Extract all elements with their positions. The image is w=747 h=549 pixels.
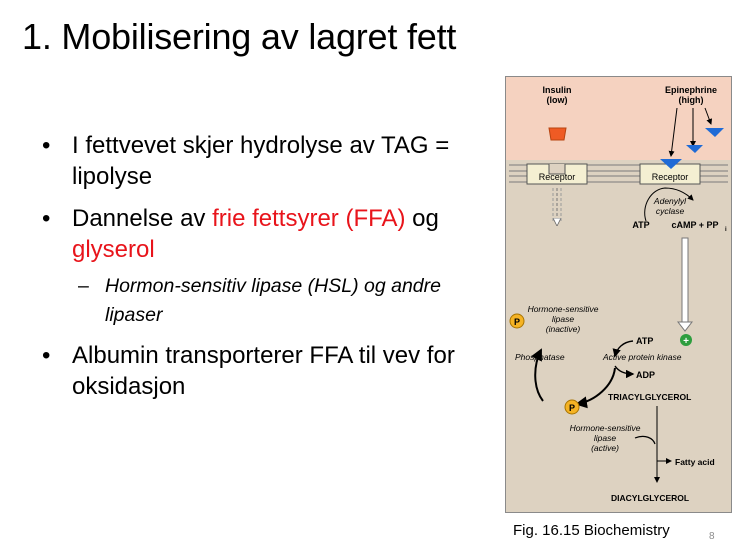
cyclase-label: cyclase [655,206,685,216]
hsl-inactive-label-3: (inactive) [545,324,581,334]
bullet-text: Dannelse av [72,205,213,232]
hsl-inactive-label-1: Hormone-sensitive [527,304,599,314]
slide-title: 1. Mobilisering av lagret fett [22,16,457,57]
diacylglycerol-label: DIACYLGLYCEROL [611,493,690,503]
phosphate-label: P [513,317,521,327]
atp-top-label: ATP [632,220,650,230]
triacylglycerol-label: TRIACYLGLYCEROL [608,392,692,402]
insulin-state: (low) [546,95,568,105]
camp-signal-arrow [682,238,688,322]
bullet-text: og [405,205,439,232]
atp-mid-label: ATP [636,336,654,346]
sub-bullet-dash: – [78,275,89,297]
epinephrine-label: Epinephrine [664,85,718,95]
adenylyl-label: Adenylyl [653,196,687,206]
figure-caption: Fig. 16.15 Biochemistry [513,522,670,539]
camp-subscript: i [725,227,727,233]
adp-label: ADP [636,370,656,380]
phosphate-label: P [568,403,576,413]
hsl-active-label-3: (active) [591,443,619,453]
hsl-active-label-2: lipase [593,433,617,443]
sub-bullet-text: Hormon-sensitiv lipase (HSL) og andre lipaser [105,275,441,326]
insulin-molecule-icon [549,128,566,140]
hsl-active-label-1: Hormone-sensitive [569,423,641,433]
bullet-list [40,130,495,413]
receptor-right-label: Receptor [651,172,689,182]
sub-bullet-item [40,272,495,330]
receptor-left-label: Receptor [538,172,576,182]
highlight-ffa: frie fettsyrer (FFA) [212,205,406,232]
activator-plus-label: + [683,336,689,347]
highlight-glycerol: glyserol [72,236,155,263]
bullet-item [40,203,495,265]
page-number: 8 [709,531,715,542]
fatty-acid-label: Fatty acid [675,457,715,467]
bullet-item: • I fettvevet skjer hydrolyse av TAG = lipolyse [40,130,495,192]
active-pk-label: Active protein kinase [603,352,682,362]
epinephrine-state: (high) [678,95,704,105]
phosphatase-label: Phosphatase [515,352,565,362]
camp-label: cAMP + PP [671,220,719,230]
lipolysis-figure [505,76,732,513]
bullet-item: • Albumin transporterer FFA til vev for oksidasjon [40,340,495,402]
hsl-inactive-label-2: lipase [551,314,575,324]
insulin-label: Insulin [542,85,572,95]
